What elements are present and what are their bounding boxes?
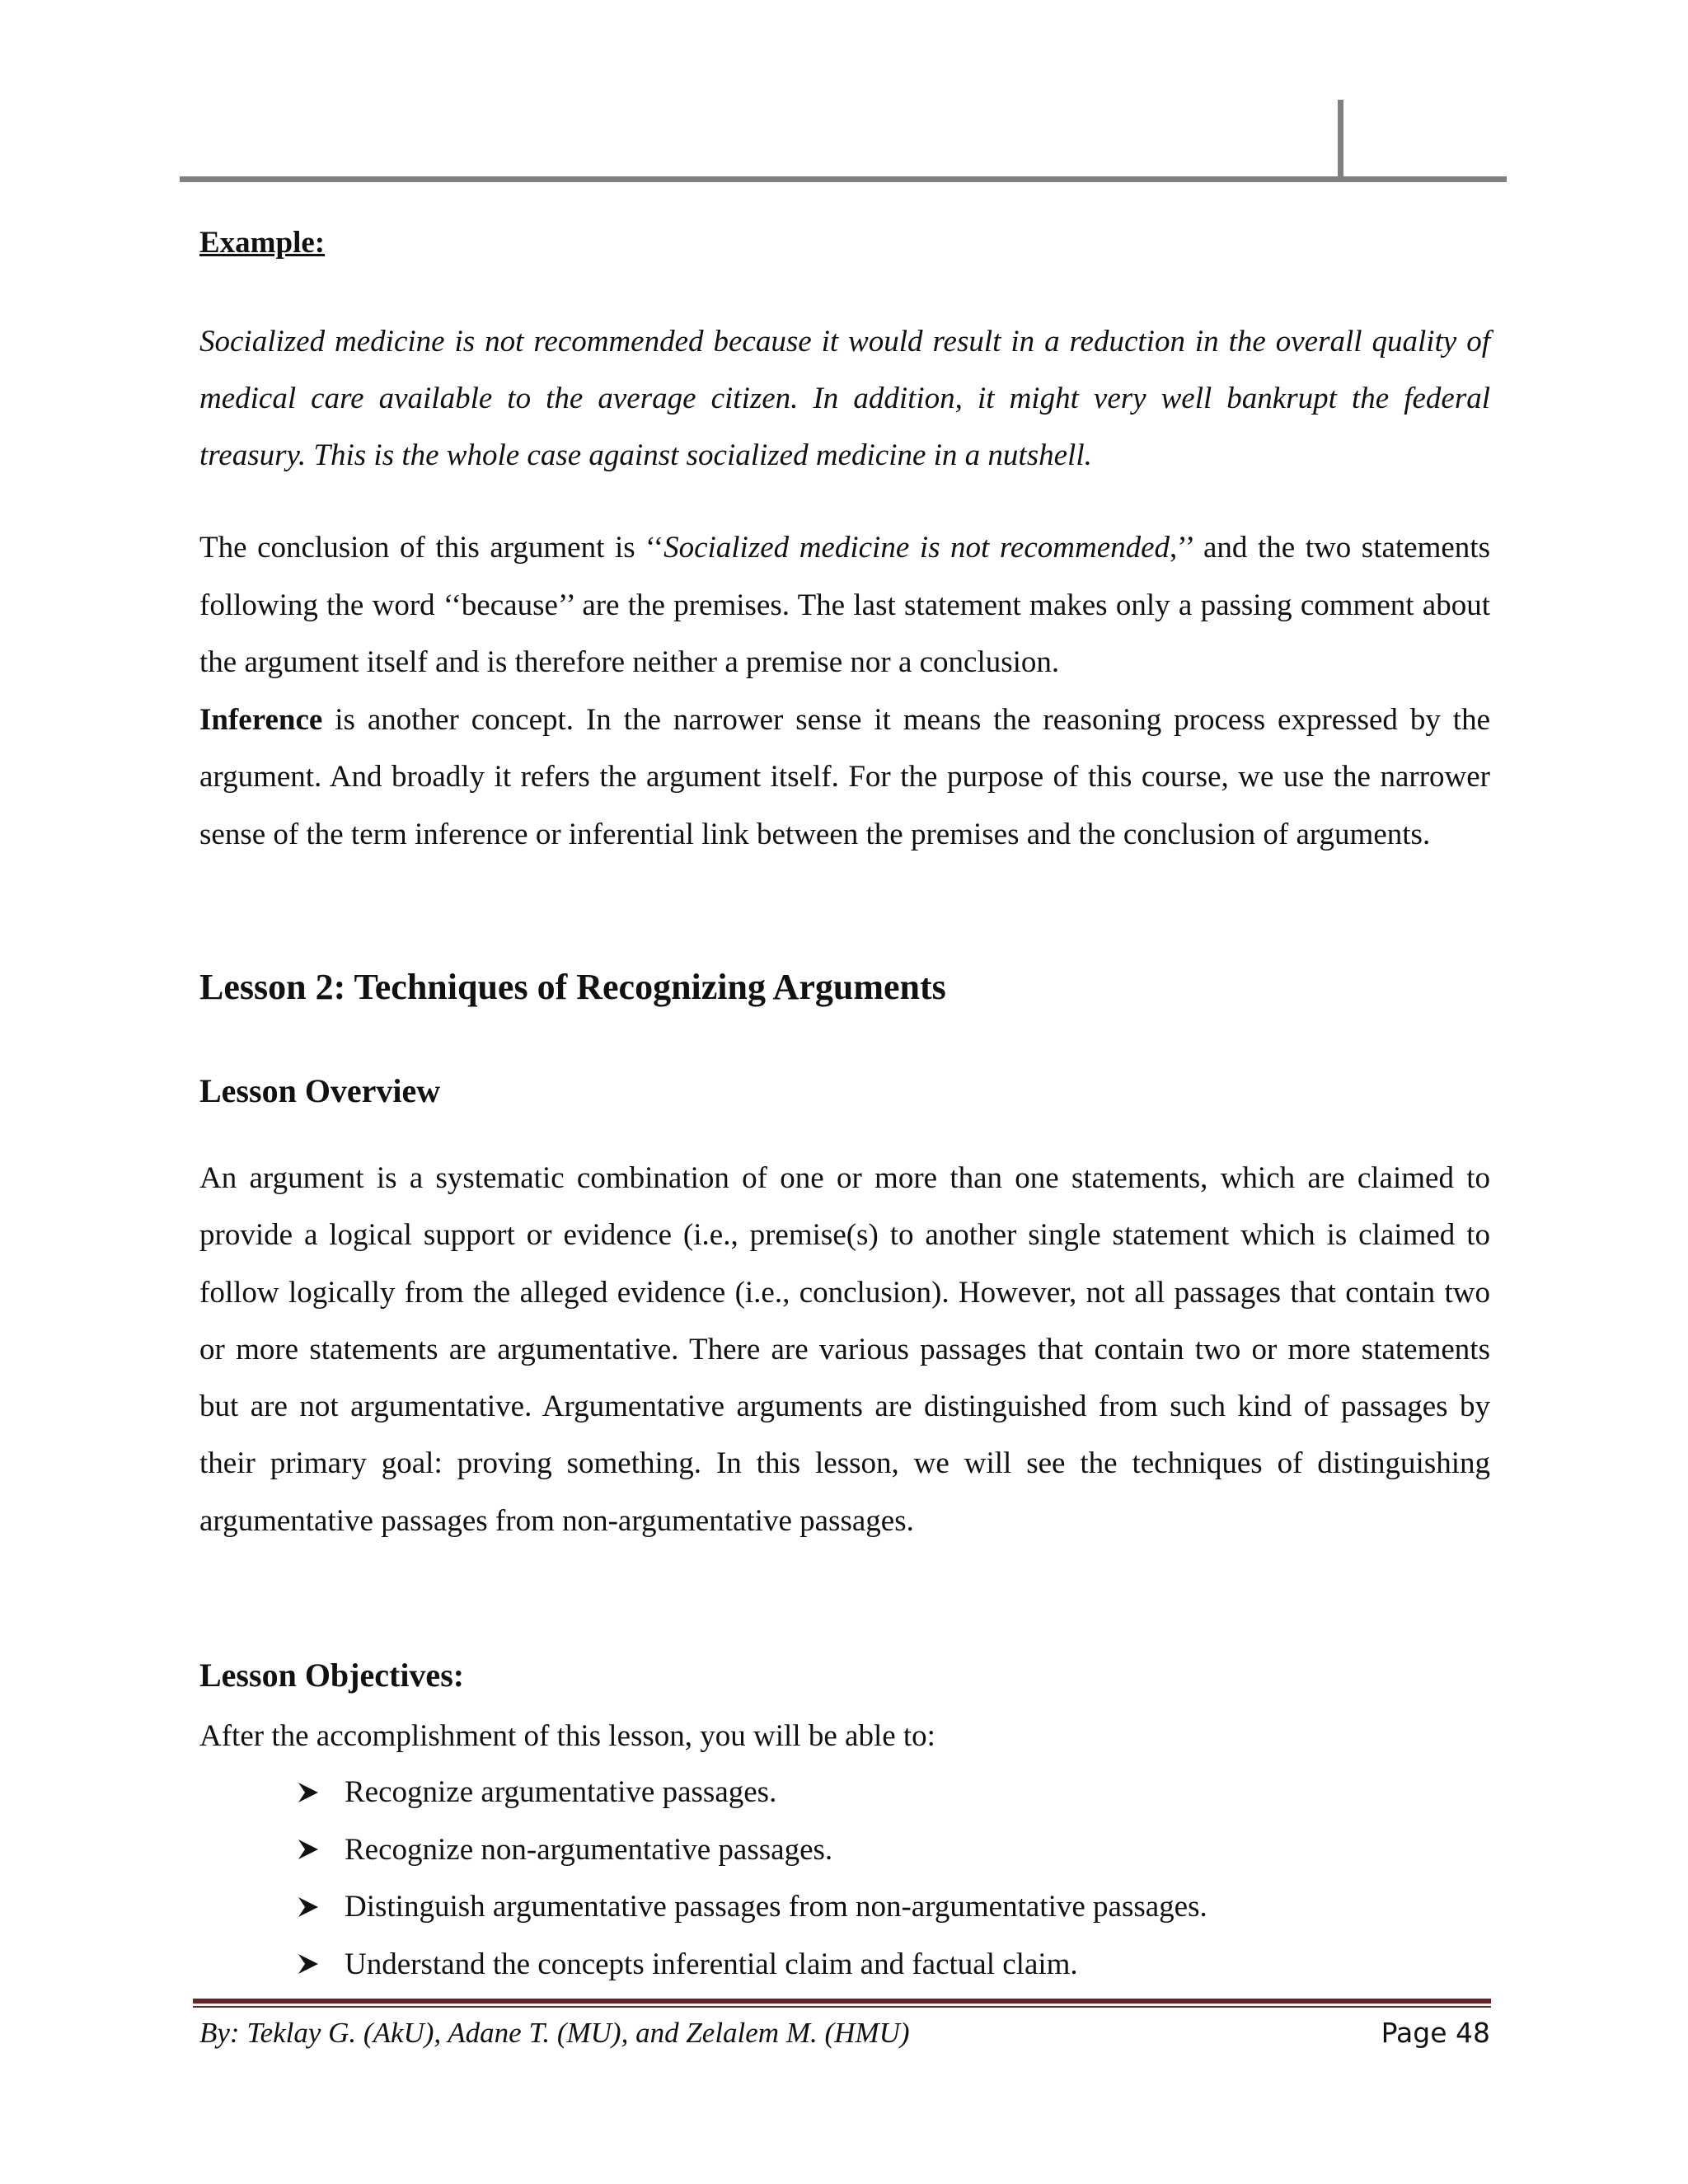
arrow-bullet-icon — [297, 1838, 320, 1861]
inference-text: is another concept. In the narrower sense it means the reasoning process expressed by the argument. And broadly it refers the argument itself. For the purpose of this course, we use the narrower sense of the term inference or inferential link between the premises and the conclusion of arguments. — [199, 702, 1490, 851]
footer-authors: By: Teklay G. (AkU), Adane T. (MU), and Zelalem M. (HMU) — [199, 2017, 910, 2049]
list-item — [297, 1821, 1451, 1879]
conclusion-quote: Socialized medicine is not recommended — [663, 531, 1170, 565]
arrow-bullet-icon — [297, 1781, 320, 1804]
footer-rule-thin — [193, 2006, 1491, 2008]
example-label: Example: — [199, 226, 326, 260]
example-text: Socialized medicine is not recommended because it would result in a reduction in the overall quality of medical care available to the average citizen. In addition, it might very well bankrupt the federal treasury. This is the whole case against socialized medicine in a nutshell. — [199, 325, 1490, 472]
list-item — [297, 1764, 1451, 1821]
arrow-bullet-icon — [297, 1896, 320, 1919]
conclusion-text-after: ,’’ and the two statements following the word ‘‘because’’ are the premises. The last statement makes only a passing comment about the argument itself and is therefore neither a premise nor a conclusion. — [199, 531, 1490, 679]
list-item — [297, 1936, 1451, 1994]
conclusion-text-before: The conclusion of this argument is ‘‘ — [199, 531, 664, 565]
overview-text: An argument is a systematic combination of one or more than one statements, which are claimed to provide a logical support or evidence (i.e., premise(s) to another single statement which is claimed to follow logically from the alleged evidence (i.e., conclusion). However, not all passages that contain two or more statements are argumentative. There are various passages that contain two or more statements but are not argumentative. Argumentative arguments are distinguished from such kind of passages by their primary goal: proving something. In this lesson, we will see the techniques of distinguishing argumentative passages from non-argumentative passages. — [199, 1161, 1490, 1538]
objectives-list — [297, 1764, 1451, 1993]
objective-text: Understand the concepts inferential claim and factual claim. — [345, 1947, 1078, 1981]
list-item — [297, 1878, 1451, 1936]
lesson-title: Lesson 2: Techniques of Recognizing Arguments — [199, 967, 946, 1007]
arrow-bullet-icon — [297, 1952, 320, 1975]
objectives-intro: After the accomplishment of this lesson, you will be able to: — [199, 1719, 935, 1753]
footer-rule — [193, 1999, 1491, 2004]
overview-heading: Lesson Overview — [199, 1072, 441, 1109]
header-rule — [180, 176, 1507, 182]
conclusion-paragraph — [199, 519, 1490, 863]
page-number: Page 48 — [1381, 2017, 1490, 2049]
header-tick — [1338, 100, 1343, 180]
inference-term: Inference — [199, 702, 323, 737]
objective-text: Recognize non-argumentative passages. — [345, 1832, 833, 1867]
objective-text: Distinguish argumentative passages from non-argumentative passages. — [345, 1890, 1207, 1924]
objectives-heading: Lesson Objectives: — [199, 1657, 465, 1694]
objective-text: Recognize argumentative passages. — [345, 1775, 777, 1809]
